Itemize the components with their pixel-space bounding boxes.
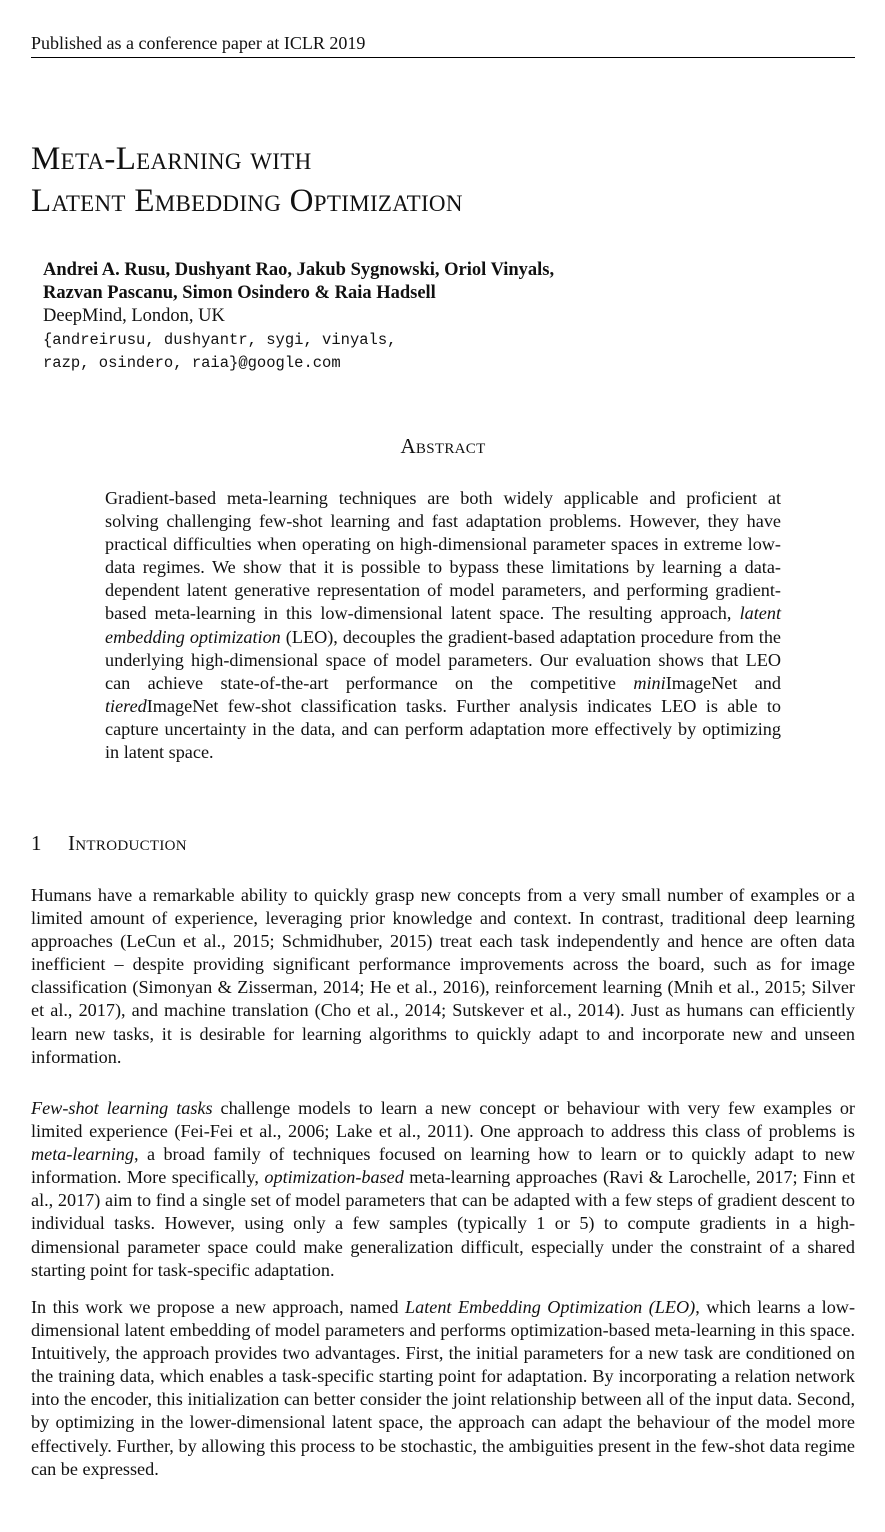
intro-paragraph-1: Humans have a remarkable ability to quickly grasp new concepts from a very small number of examples or a limited amount of experience, leveraging prior knowledge and context. In contrast, traditional deep learning approaches (LeCun et al., 2015; Schmidhuber, 2015) treat each task independently and hence are often data inefficient – despite providing significant performance improvements across the board, such as for image classification (Simonyan & Zisserman, 2014; He et al., 2016), reinforcement learning (Mnih et al., 2015; Silver et al., 2017), and machine translation (Cho et al., 2014; Sutskever et al., 2014). Just as humans can efficiently learn new tasks, it is desirable for learning algorithms to quickly adapt to and incorporate new and unseen information. xyxy=(31,885,855,1067)
authors-line-1: Andrei A. Rusu, Dushyant Rao, Jakub Sygnowski, Oriol Vinyals, xyxy=(43,260,555,280)
intro-paragraph-2 xyxy=(31,1097,855,1282)
paragraph-text: , a broad family of techniques focused on learning how to learn or to quickly adapt to new information. More specifically, xyxy=(31,1144,855,1188)
title-line-1: Meta-Learning with xyxy=(31,141,312,177)
abstract-text: ImageNet and xyxy=(665,672,781,693)
paragraph-emphasis: meta-learning xyxy=(31,1144,135,1165)
abstract-text: ImageNet few-shot classification tasks. Further analysis indicates LEO is able to capture uncertainty in the data, and can perform adaptation more effectively by optimizing in latent space. xyxy=(105,695,781,763)
emails-line-2: razp, osindero, raia}@google.com xyxy=(43,354,341,372)
abstract-emphasis: latent embedding optimization xyxy=(105,603,781,647)
paragraph-emphasis: optimization-based xyxy=(264,1167,404,1188)
paragraph-text: In this work we propose a new approach, named xyxy=(31,1297,405,1317)
paragraph-text: meta-learning approaches (Ravi & Larochelle, 2017; Finn et al., 2017) aim to find a single set of model parameters that can be adapted with a few steps of gradient descent to individual tasks. However, using only a few samples (typically 1 or 5) to compute gradients in a high-dimensional parameter space could make generalization difficult, especially under the constraint of a shared starting point for task-specific adaptation. xyxy=(31,1167,855,1280)
section-title: Introduction xyxy=(68,831,187,855)
author-emails xyxy=(43,329,396,375)
paragraph-emphasis: Few-shot learning tasks xyxy=(31,1098,213,1118)
abstract-emphasis: mini xyxy=(633,672,666,693)
abstract-emphasis: tiered xyxy=(105,695,147,716)
abstract-body xyxy=(105,487,781,764)
author-list xyxy=(43,259,743,305)
authors-line-2: Razvan Pascanu, Simon Osindero & Raia Hadsell xyxy=(43,283,436,303)
section-heading-introduction xyxy=(31,830,855,856)
paragraph-text: challenge models to learn a new concept or behaviour with very few examples or limited experience (Fei-Fei et al., 2006; Lake et al., 2011). One approach to address this class of problems is xyxy=(31,1098,855,1142)
title-line-2: Latent Embedding Optimization xyxy=(31,183,463,219)
abstract-text: Gradient-based meta-learning techniques are both widely applicable and proficient at solving challenging few-shot learning and fast adaptation problems. However, they have practical difficulties when operating on high-dimensional parameter spaces in extreme low-data regimes. We show that it is possible to bypass these limitations by learning a data-dependent latent generative representation of model parameters, and performing gradient-based meta-learning in this low-dimensional latent space. The resulting approach, xyxy=(105,488,781,624)
emails-line-1: {andreirusu, dushyantr, sygi, vinyals, xyxy=(43,331,397,349)
abstract-text: (LEO), decouples the gradient-based adaptation procedure from the underlying high-dimensional space of model parameters. Our evaluation shows that LEO can achieve state-of-the-art performance on the competitive xyxy=(105,626,782,693)
section-number: 1 xyxy=(31,831,42,855)
abstract-heading: Abstract xyxy=(400,434,486,458)
paragraph-text: , which learns a low-dimensional latent embedding of model parameters and performs optimization-based meta-learning in this space. Intuitively, the approach provides two advantages. First, the initial parameters for a new task are conditioned on the training data, which enables a task-specific starting point for adaptation. By incorporating a relation network into the encoder, this initialization can better consider the joint relationship between all of the input data. Second, by optimizing in the lower-dimensional latent space, the approach can adapt the behaviour of the model more effectively. Further, by allowing this process to be stochastic, the ambiguities present in the few-shot data regime can be expressed. xyxy=(31,1297,855,1479)
affiliation: DeepMind, London, UK xyxy=(43,306,225,326)
intro-paragraph-3 xyxy=(31,1296,855,1481)
paragraph-emphasis: Latent Embedding Optimization (LEO) xyxy=(405,1297,696,1317)
running-header: Published as a conference paper at ICLR 2019 xyxy=(31,33,855,58)
paper-title xyxy=(31,138,855,222)
